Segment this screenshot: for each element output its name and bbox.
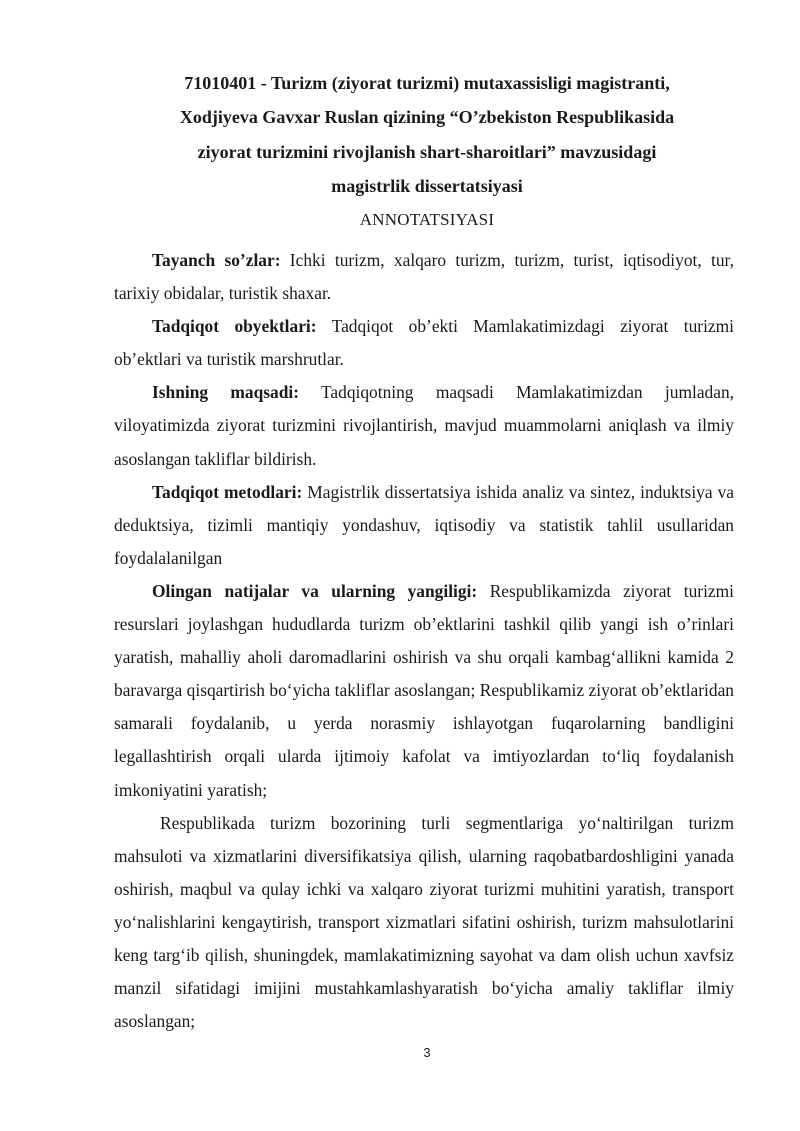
results-text: Respublikamizda ziyorat turizmi resurslari joylashgan hududlarda turizm ob’ektlarini tashkil qilib yangi ish o’rinlari yaratish, mahalliy aholi daromadlarini oshirish va shu orqali kambag‘allikni kamida 2 baravarga qisqartirish bo‘yicha takliflar asoslangan; Respublikamiz ziyorat ob’ektlaridan samarali foydalanib, u yerda norasmiy ishlayotgan fuqarolarning bandligini legallashtirish orqali ularda ijtimoiy kafolat va imtiyozlardan to‘liq foydalanish imkoniyatini yaratish;	[114, 580, 734, 800]
results-paragraph	[114, 575, 734, 807]
objects-paragraph	[114, 310, 734, 376]
keywords-label: Tayanch so’zlar:	[152, 250, 281, 270]
page-number: 3	[423, 1045, 431, 1060]
document-body	[114, 244, 734, 1038]
title-annotation-heading: ANNOTATSIYASI	[359, 210, 495, 230]
objects-text: Tadqiqot ob’ekti Mamlakatimizdagi ziyorat turizmi ob’ektlari va turistik marshrutlar.	[114, 316, 734, 370]
market-text: Respublikada turizm bozorining turli segmentlariga yo‘naltirilgan turizm mahsuloti va xizmatlarini diversifikatsiya qilish, ularning raqobatbardoshligini yanada oshirish, maqbul va qulay ichki va xalqaro ziyorat turizmi muhitini yaratish, transport yo‘nalishlarini kengaytirish, transport xizmatlari sifatini oshirish, turizm mahsulotlarini keng targ‘ib qilish, shuningdek, mamlakatimizning sayohat va dam olish uchun xavfsiz manzil sifatidagi imijini mustahkamlashyaratish bo‘yicha amaliy takliflar ilmiy asoslangan;	[114, 812, 734, 1032]
document-title	[100, 66, 754, 237]
goal-text: Tadqiqotning maqsadi Mamlakatimizdan jumladan, viloyatimizda ziyorat turizmini rivojlantirish, mavjud muammolarni aniqlash va ilmiy asoslangan takliflar bildirish.	[114, 382, 734, 469]
title-line-2: Xodjiyeva Gavxar Ruslan qizining “O’zbekiston Respublikasida	[179, 107, 675, 128]
title-line-1: 71010401 - Turizm (ziyorat turizmi) mutaxassisligi magistranti,	[184, 73, 670, 93]
methods-label: Tadqiqot metodlari:	[152, 481, 303, 502]
keywords-paragraph	[114, 244, 734, 310]
methods-text: Magistrlik dissertatsiya ishida analiz va sintez, induktsiya va deduktsiya, tizimli mantiqiy yondashuv, iqtisodiy va statistik tahlil usullaridan foydalalanilgan	[114, 481, 734, 568]
market-paragraph	[114, 807, 734, 1039]
title-line-3: ziyorat turizmini rivojlanish shart-sharoitlari” mavzusidagi	[197, 141, 657, 162]
objects-label: Tadqiqot obyektlari:	[152, 316, 317, 337]
methods-paragraph	[114, 476, 734, 575]
goal-label: Ishning maqsadi:	[152, 382, 300, 403]
results-label: Olingan natijalar va ularning yangiligi:	[152, 580, 478, 601]
goal-paragraph	[114, 376, 734, 475]
keywords-text: Ichki turizm, xalqaro turizm, turizm, turist, iqtisodiyot, tur, tarixiy obidalar, turistik shaxar.	[114, 250, 734, 304]
title-line-4: magistrlik dissertatsiyasi	[331, 175, 523, 196]
